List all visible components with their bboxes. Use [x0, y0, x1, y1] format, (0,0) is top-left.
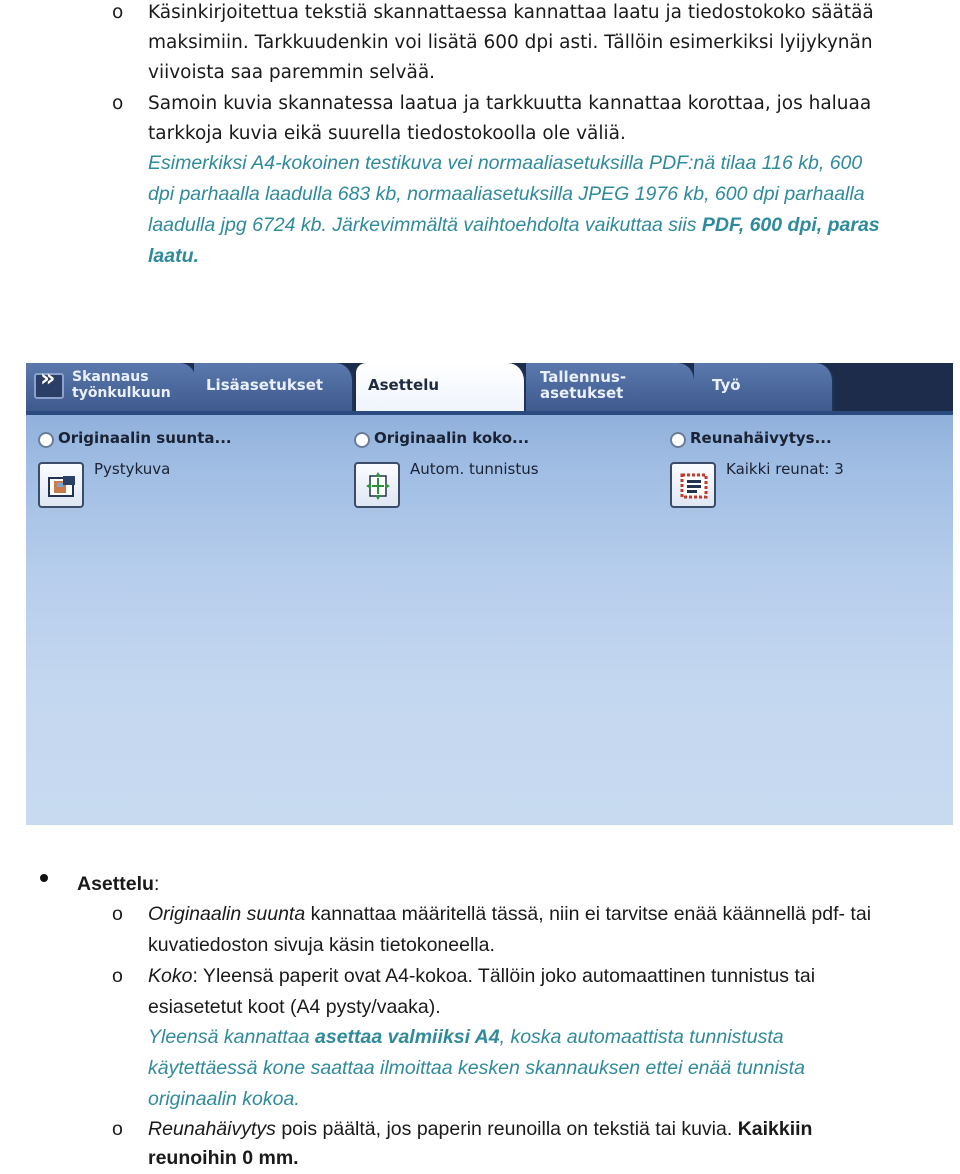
option-original-size[interactable]: [354, 429, 654, 519]
tab-label: asetukset: [540, 384, 624, 402]
emphasis-text: Originaalin suunta: [148, 903, 306, 925]
tip-text: , koska automaattista tunnistusta: [499, 1026, 784, 1048]
paragraph-line: maksimiin. Tarkkuudenkin voi lisätä 600 dpi asti. Tällöin esimerkiksi lyijykynän: [148, 32, 873, 53]
auto-size-icon: [354, 462, 400, 508]
scan-arrow-icon: [34, 373, 64, 399]
tab-layout[interactable]: [356, 363, 526, 415]
tab-save-settings[interactable]: [526, 363, 696, 411]
paragraph-line: kuvatiedoston sivuja käsin tietokoneella.: [148, 934, 495, 956]
paragraph-line: Samoin kuvia skannatessa laatua ja tarkkuutta kannattaa korottaa, jos haluaa: [148, 93, 872, 114]
tab-job[interactable]: [694, 363, 834, 411]
tab-advanced-settings[interactable]: [194, 363, 354, 411]
heading-colon: :: [153, 873, 160, 895]
edge-erase-icon: [670, 462, 716, 508]
radio-indicator: [354, 432, 370, 448]
example-line: dpi parhaalla laadulla 683 kb, normaaliasetuksilla JPEG 1976 kb, 600 dpi parhaalla: [148, 183, 865, 205]
example-line: Esimerkiksi A4-kokoinen testikuva vei normaaliasetuksilla PDF:nä tilaa 116 kb, 600: [148, 152, 863, 174]
sub-bullet: o: [112, 1118, 123, 1140]
option-title: Originaalin koko...: [374, 429, 530, 447]
emphasis-text: Reunahäivytys: [148, 1118, 276, 1140]
option-edge-erase[interactable]: [670, 429, 950, 519]
example-emphasis: laatu.: [148, 245, 199, 267]
example-text: laadulla jpg 6724 kb. Järkevimmältä vaihtoehdolta vaikuttaa siis: [148, 214, 702, 236]
radio-indicator: [38, 432, 54, 448]
portrait-orientation-icon: [38, 462, 84, 508]
bold-text: Kaikkiin: [737, 1118, 813, 1140]
paragraph-line: [148, 1114, 812, 1145]
example-line: [148, 241, 199, 272]
tab-label: Lisäasetukset: [206, 376, 324, 394]
tab-label: Työ: [712, 376, 741, 394]
bullet-disc: [40, 874, 48, 882]
tab-scan-to-workflow[interactable]: [26, 363, 198, 411]
paragraph-line: esiasetetut koot (A4 pysty/vaaka).: [148, 996, 441, 1018]
tab-label: työnkulkuun: [72, 385, 171, 401]
option-value: Autom. tunnistus: [410, 460, 539, 478]
example-emphasis: PDF, 600 dpi, paras: [701, 214, 880, 236]
radio-indicator: [670, 432, 686, 448]
paragraph-line: viivoista saa paremmin selvää.: [148, 62, 436, 83]
option-value: Kaikki reunat: 3: [726, 460, 844, 478]
paragraph-line: Käsinkirjoitettua tekstiä skannattaessa kannattaa laatu ja tiedostokoko säätää: [148, 2, 874, 23]
sub-bullet: o: [112, 903, 123, 925]
tip-text: Yleensä kannattaa: [148, 1026, 315, 1048]
sub-bullet: o: [112, 965, 123, 987]
tab-label: Tallennus-: [540, 368, 627, 386]
section-heading: [77, 869, 159, 900]
tip-line: originaalin kokoa.: [148, 1088, 300, 1110]
heading-text: Asettelu: [77, 873, 154, 895]
tip-line: [148, 1022, 784, 1053]
option-original-orientation[interactable]: [38, 429, 338, 519]
emphasis-text: Koko: [148, 965, 193, 987]
paragraph-text: kannattaa määritellä tässä, niin ei tarvitse enää käännellä pdf- tai: [305, 903, 872, 925]
paragraph-line: [148, 961, 815, 992]
tab-label: Asettelu: [368, 376, 440, 394]
paragraph-line: [148, 899, 871, 930]
sub-bullet: o: [112, 93, 124, 114]
scanner-ui-screenshot: [26, 363, 953, 825]
paragraph-line: reunoihin 0 mm.: [148, 1147, 299, 1169]
option-title: Originaalin suunta...: [58, 429, 232, 447]
option-value: Pystykuva: [94, 460, 171, 478]
paragraph-text: pois päältä, jos paperin reunoilla on tekstiä tai kuvia.: [275, 1118, 738, 1140]
paragraph-text: : Yleensä paperit ovat A4-kokoa. Tällöin joko automaattinen tunnistus tai: [192, 965, 816, 987]
tab-separator: [26, 411, 953, 415]
option-title: Reunahäivytys...: [690, 429, 832, 447]
sub-bullet: o: [112, 2, 124, 23]
paragraph-line: tarkkoja kuvia eikä suurella tiedostokoolla ole väliä.: [148, 123, 626, 144]
tip-emphasis: asettaa valmiiksi A4: [314, 1026, 500, 1048]
example-line: [148, 210, 880, 241]
tab-label: Skannaus: [72, 369, 149, 385]
tip-line: käytettäessä kone saattaa ilmoittaa kesken skannauksen ettei enää tunnista: [148, 1057, 805, 1079]
